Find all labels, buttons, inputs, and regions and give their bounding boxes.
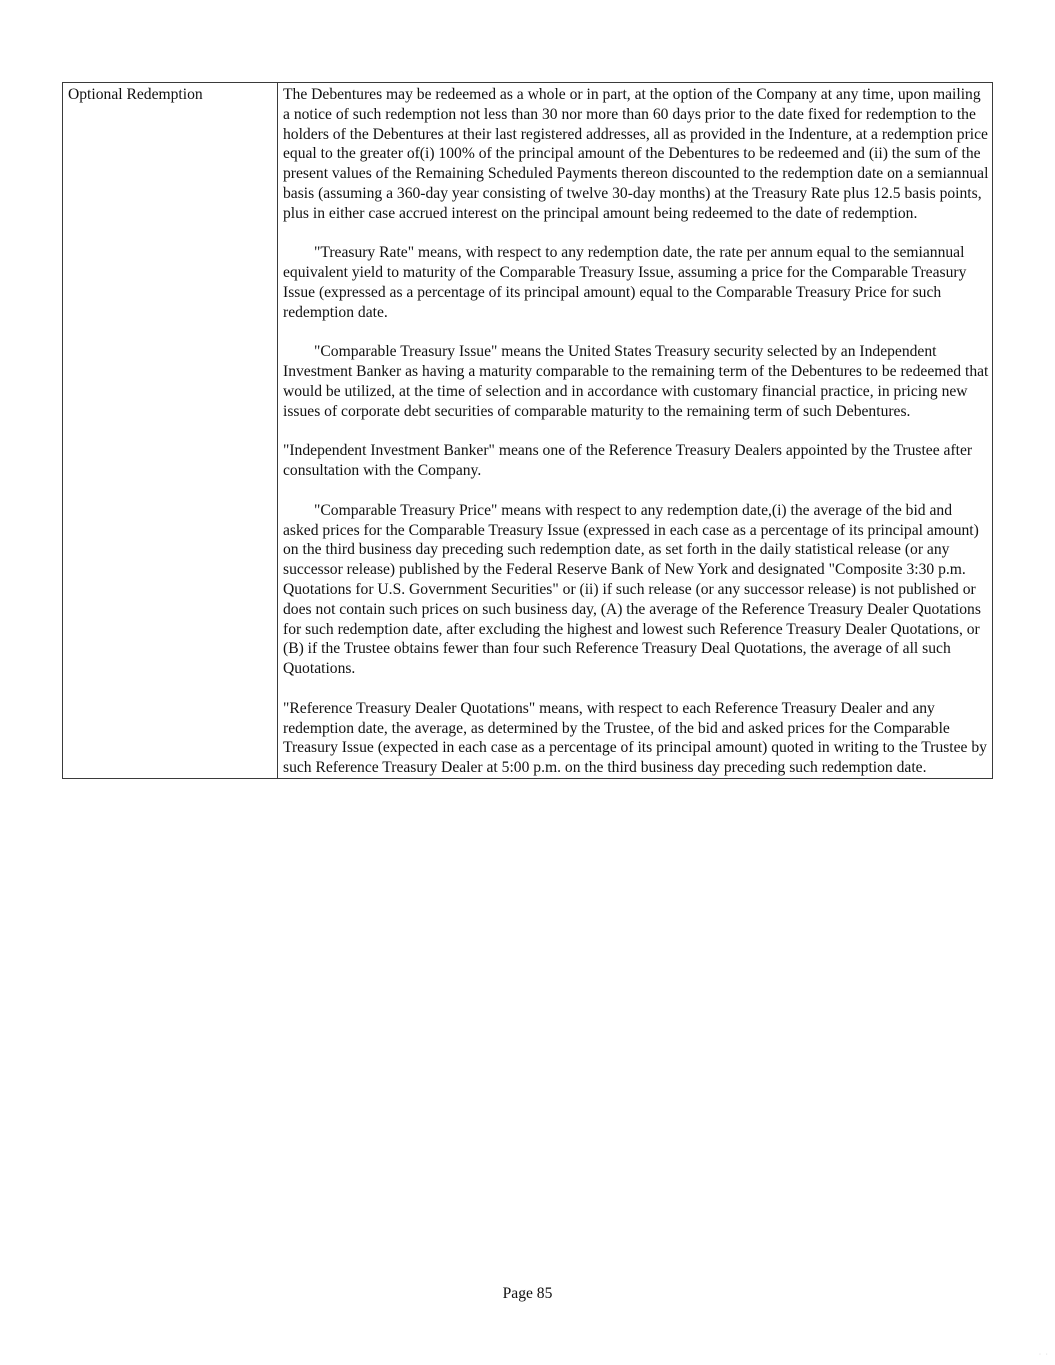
corner-mark: ˙ ˙	[1038, 1352, 1049, 1361]
paragraph-independent-investment-banker: "Independent Investment Banker" means one of the Reference Treasury Dealers appointed by the Trustee after consultation with the Company.	[283, 442, 973, 480]
page-number: Page 85	[502, 1285, 553, 1302]
paragraph-treasury-rate: "Treasury Rate" means, with respect to any redemption date, the rate per annum equal to the semiannual equivalent yield to maturity of the Comparable Treasury Issue, assuming a price for the Comparable Treasury Issue (expressed as a percentage of its principal amount) equal to the Comparable Treasury Price for such redemption date.	[283, 244, 967, 321]
term-label-cell	[63, 83, 278, 779]
paragraph-reference-dealer-quotations: "Reference Treasury Dealer Quotations" means, with respect to each Reference Treasury Dealer and any redemption date, the average, as determined by the Trustee, of the bid and asked prices for the Comparable Treasury Issue (expected in each case as a percentage of its principal amount) quoted in writing to the Trustee by such Reference Treasury Dealer at 5:00 p.m. on the third business day preceding such redemption date.	[283, 699, 987, 777]
table-row	[63, 83, 993, 779]
term-description-cell	[278, 83, 993, 779]
paragraph-comparable-treasury-price: "Comparable Treasury Price" means with respect to any redemption date,(i) the average of the bid and asked prices for the Comparable Treasury Issue (expressed in each case as a percentage of its principal amount) on the third business day preceding such redemption date, as set forth in the daily statistical release (or any successor release) published by the Federal Reserve Bank of New York and designated "Composite 3:30 p.m. Quotations for U.S. Government Securities" or (ii) if such release (or any successor release) is not published or does not contain such prices on such business day, (A) the average of the Reference Treasury Dealer Quotations for such redemption date, after excluding the highest and lowest such Reference Treasury Dealer Quotations, or (B) if the Trustee obtains fewer than four such Reference Treasury Deal Quotations, the average of all such Quotations.	[283, 501, 981, 678]
terms-table	[62, 82, 993, 779]
term-label: Optional Redemption	[68, 86, 203, 103]
paragraph-comparable-treasury-issue: "Comparable Treasury Issue" means the United States Treasury security selected by an Independent Investment Banker as having a maturity comparable to the remaining term of the Debentures to be redeemed that would be utilized, at the time of selection and in accordance with customary financial practice, in pricing new issues of corporate debt securities of comparable maturity to the remaining term of such Debentures.	[283, 343, 989, 420]
paragraph-redemption-terms: The Debentures may be redeemed as a whole or in part, at the option of the Company at any time, upon mailing a notice of such redemption not less than 30 nor more than 60 days prior to the date fixed for redemption to the holders of the Debentures at their last registered addresses, all as provided in the Indenture, at a redemption price equal to the greater of(i) 100% of the principal amount of the Debentures to be redeemed and (ii) the sum of the present values of the Remaining Scheduled Payments thereon discounted to the redemption date on a semiannual basis (assuming a 360-day year consisting of twelve 30-day months) at the Treasury Rate plus 12.5 basis points, plus in either case accrued interest on the principal amount being redeemed to the date of redemption.	[283, 86, 989, 222]
